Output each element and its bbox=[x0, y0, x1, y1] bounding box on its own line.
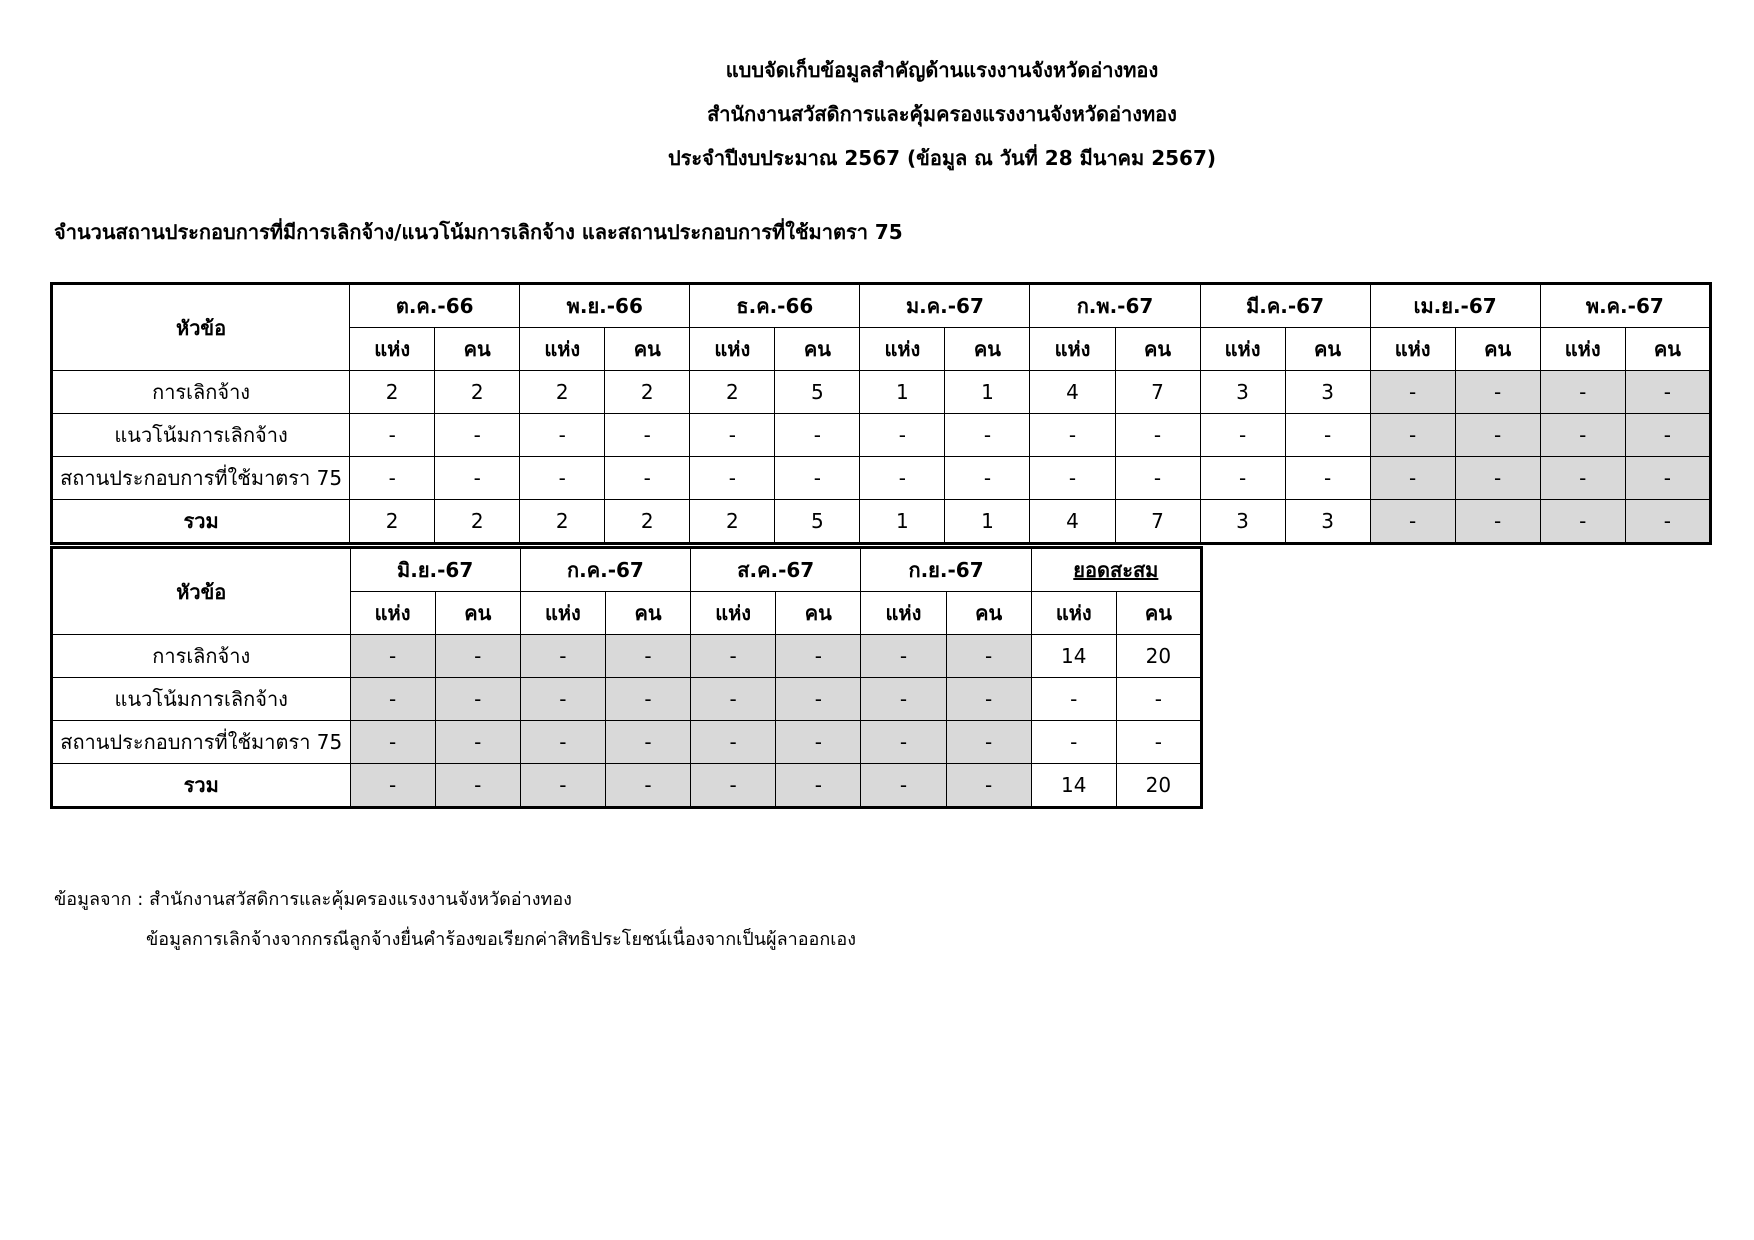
title-line-2: สำนักงานสวัสดิการและคุ้มครองแรงงานจังหวัดอ่างทอง bbox=[707, 102, 1177, 126]
header-unit-persons: คน bbox=[776, 592, 861, 635]
value-cell: - bbox=[1030, 414, 1115, 457]
value-cell: 1 bbox=[945, 371, 1030, 414]
header-month bbox=[520, 284, 690, 328]
header-unit-persons: คน bbox=[435, 328, 520, 371]
header-month bbox=[520, 548, 690, 592]
header-unit-places: แห่ง bbox=[1370, 328, 1455, 371]
value-cell: - bbox=[776, 721, 861, 764]
header-month-label: ยอดสะสม bbox=[1073, 558, 1159, 582]
header-row-months bbox=[52, 548, 1202, 592]
header-month bbox=[691, 548, 861, 592]
value-cell: - bbox=[1030, 457, 1115, 500]
header-unit-persons: คน bbox=[946, 592, 1031, 635]
value-cell: 7 bbox=[1115, 371, 1200, 414]
value-cell: 2 bbox=[350, 371, 435, 414]
value-cell: - bbox=[691, 635, 776, 678]
value-cell: - bbox=[1625, 457, 1710, 500]
header-month-label: พ.ย.-66 bbox=[566, 294, 643, 318]
value-cell: - bbox=[1031, 678, 1116, 721]
value-cell: - bbox=[690, 414, 775, 457]
value-cell: - bbox=[1370, 414, 1455, 457]
value-cell: - bbox=[1116, 721, 1201, 764]
value-cell: - bbox=[1116, 678, 1201, 721]
value-cell: - bbox=[860, 414, 945, 457]
document-titles bbox=[0, 48, 1754, 180]
value-cell: - bbox=[775, 414, 860, 457]
header-unit-places: แห่ง bbox=[350, 592, 435, 635]
table-row bbox=[52, 721, 1202, 764]
value-cell: - bbox=[435, 457, 520, 500]
value-cell: 2 bbox=[690, 500, 775, 544]
header-month-label: ต.ค.-66 bbox=[395, 294, 474, 318]
value-cell: - bbox=[1540, 500, 1625, 544]
value-cell: - bbox=[435, 414, 520, 457]
value-cell: - bbox=[1455, 500, 1540, 544]
row-label: แนวโน้มการเลิกจ้าง bbox=[52, 414, 350, 457]
header-unit-persons: คน bbox=[1285, 328, 1370, 371]
header-unit-persons: คน bbox=[1455, 328, 1540, 371]
header-month bbox=[1370, 284, 1540, 328]
header-month-label: พ.ค.-67 bbox=[1585, 294, 1664, 318]
header-unit-places: แห่ง bbox=[1030, 328, 1115, 371]
value-cell: - bbox=[946, 764, 1031, 808]
value-cell: 3 bbox=[1200, 500, 1285, 544]
table-row bbox=[52, 635, 1202, 678]
value-cell: - bbox=[350, 414, 435, 457]
value-cell: - bbox=[520, 457, 605, 500]
table-row bbox=[52, 371, 1711, 414]
header-month bbox=[1540, 284, 1710, 328]
source-note: ข้อมูลจาก : สำนักงานสวัสดิการและคุ้มครองแรงงานจังหวัดอ่างทอง bbox=[54, 889, 572, 910]
value-cell: 2 bbox=[605, 500, 690, 544]
value-cell: - bbox=[605, 678, 690, 721]
value-cell: - bbox=[1370, 457, 1455, 500]
table-row bbox=[52, 678, 1202, 721]
value-cell: - bbox=[350, 635, 435, 678]
header-topic: หัวข้อ bbox=[52, 284, 350, 371]
value-cell: 2 bbox=[350, 500, 435, 544]
header-month-label: ส.ค.-67 bbox=[737, 558, 815, 582]
value-cell: - bbox=[691, 764, 776, 808]
value-cell: 1 bbox=[860, 371, 945, 414]
row-label: การเลิกจ้าง bbox=[52, 635, 351, 678]
header-unit-persons: คน bbox=[605, 328, 690, 371]
value-cell: 3 bbox=[1285, 371, 1370, 414]
value-cell: - bbox=[691, 678, 776, 721]
value-cell: - bbox=[1370, 371, 1455, 414]
header-month-label: มี.ค.-67 bbox=[1246, 294, 1325, 318]
value-cell: 7 bbox=[1115, 500, 1200, 544]
table-row bbox=[52, 414, 1711, 457]
header-unit-places: แห่ง bbox=[690, 328, 775, 371]
header-unit-places: แห่ง bbox=[861, 592, 946, 635]
header-month bbox=[350, 548, 520, 592]
header-month-label: ก.ค.-67 bbox=[567, 558, 644, 582]
value-cell: - bbox=[945, 414, 1030, 457]
header-unit-persons: คน bbox=[775, 328, 860, 371]
row-label: รวม bbox=[52, 764, 351, 808]
value-cell: - bbox=[861, 635, 946, 678]
value-cell: - bbox=[1200, 414, 1285, 457]
value-cell: 5 bbox=[775, 371, 860, 414]
value-cell: - bbox=[1455, 414, 1540, 457]
value-cell: - bbox=[860, 457, 945, 500]
value-cell: - bbox=[350, 457, 435, 500]
value-cell: - bbox=[520, 635, 605, 678]
value-cell: 3 bbox=[1285, 500, 1370, 544]
value-cell: 20 bbox=[1116, 635, 1201, 678]
value-cell: - bbox=[1285, 414, 1370, 457]
header-unit-places: แห่ง bbox=[691, 592, 776, 635]
value-cell: - bbox=[1031, 721, 1116, 764]
value-cell: - bbox=[1455, 457, 1540, 500]
value-cell: - bbox=[776, 678, 861, 721]
header-month-label: ม.ค.-67 bbox=[905, 294, 984, 318]
value-cell: - bbox=[861, 764, 946, 808]
table-row bbox=[52, 457, 1711, 500]
value-cell: - bbox=[520, 414, 605, 457]
header-unit-places: แห่ง bbox=[520, 592, 605, 635]
header-unit-places: แห่ง bbox=[1200, 328, 1285, 371]
header-unit-places: แห่ง bbox=[860, 328, 945, 371]
header-unit-persons: คน bbox=[1625, 328, 1710, 371]
value-cell: 14 bbox=[1031, 764, 1116, 808]
value-cell: 2 bbox=[690, 371, 775, 414]
header-topic: หัวข้อ bbox=[52, 548, 351, 635]
value-cell: - bbox=[520, 764, 605, 808]
header-month bbox=[1030, 284, 1200, 328]
row-label: สถานประกอบการที่ใช้มาตรา 75 bbox=[52, 721, 351, 764]
value-cell: - bbox=[691, 721, 776, 764]
header-month bbox=[1200, 284, 1370, 328]
value-cell: 1 bbox=[945, 500, 1030, 544]
value-cell: - bbox=[1540, 371, 1625, 414]
value-cell: 14 bbox=[1031, 635, 1116, 678]
value-cell: 2 bbox=[435, 371, 520, 414]
value-cell: 5 bbox=[775, 500, 860, 544]
value-cell: 2 bbox=[435, 500, 520, 544]
value-cell: - bbox=[1285, 457, 1370, 500]
value-cell: - bbox=[776, 635, 861, 678]
header-month bbox=[1031, 548, 1201, 592]
value-cell: - bbox=[1625, 500, 1710, 544]
value-cell: - bbox=[605, 721, 690, 764]
header-month bbox=[350, 284, 520, 328]
header-unit-persons: คน bbox=[945, 328, 1030, 371]
header-month-label: ธ.ค.-66 bbox=[736, 294, 814, 318]
value-cell: - bbox=[1540, 457, 1625, 500]
row-label: การเลิกจ้าง bbox=[52, 371, 350, 414]
value-cell: 3 bbox=[1200, 371, 1285, 414]
value-cell: - bbox=[605, 457, 690, 500]
value-cell: 2 bbox=[520, 371, 605, 414]
value-cell: - bbox=[690, 457, 775, 500]
value-cell: - bbox=[350, 678, 435, 721]
value-cell: - bbox=[861, 678, 946, 721]
value-cell: - bbox=[1200, 457, 1285, 500]
value-cell: - bbox=[1370, 500, 1455, 544]
value-cell: - bbox=[435, 721, 520, 764]
value-cell: - bbox=[1455, 371, 1540, 414]
value-cell: - bbox=[775, 457, 860, 500]
header-unit-persons: คน bbox=[1116, 592, 1201, 635]
title-line-1: แบบจัดเก็บข้อมูลสำคัญด้านแรงงานจังหวัดอ่างทอง bbox=[725, 58, 1159, 82]
header-unit-persons: คน bbox=[1115, 328, 1200, 371]
value-cell: 2 bbox=[520, 500, 605, 544]
value-cell: - bbox=[945, 457, 1030, 500]
value-cell: 20 bbox=[1116, 764, 1201, 808]
header-unit-places: แห่ง bbox=[1540, 328, 1625, 371]
monthly-table-1 bbox=[50, 282, 1712, 545]
header-month bbox=[690, 284, 860, 328]
value-cell: - bbox=[605, 414, 690, 457]
value-cell: - bbox=[1115, 457, 1200, 500]
header-unit-persons: คน bbox=[435, 592, 520, 635]
row-label: แนวโน้มการเลิกจ้าง bbox=[52, 678, 351, 721]
total-row bbox=[52, 764, 1202, 808]
value-cell: - bbox=[861, 721, 946, 764]
value-cell: - bbox=[1540, 414, 1625, 457]
header-unit-places: แห่ง bbox=[350, 328, 435, 371]
header-unit-places: แห่ง bbox=[520, 328, 605, 371]
row-label: สถานประกอบการที่ใช้มาตรา 75 bbox=[52, 457, 350, 500]
title-line-3: ประจำปีงบประมาณ 2567 (ข้อมูล ณ วันที่ 28 มีนาคม 2567) bbox=[667, 146, 1217, 170]
header-month-label: ก.พ.-67 bbox=[1076, 294, 1154, 318]
value-cell: 2 bbox=[605, 371, 690, 414]
value-cell: - bbox=[350, 764, 435, 808]
table-subtitle: จำนวนสถานประกอบการที่มีการเลิกจ้าง/แนวโน้มการเลิกจ้าง และสถานประกอบการที่ใช้มาตรา 75 bbox=[54, 220, 903, 244]
header-month-label: ก.ย.-67 bbox=[908, 558, 984, 582]
value-cell: - bbox=[946, 678, 1031, 721]
header-month bbox=[861, 548, 1031, 592]
remark-note: ข้อมูลการเลิกจ้างจากกรณีลูกจ้างยื่นคำร้องขอเรียกค่าสิทธิประโยชน์เนื่องจากเป็นผู้ลาออกเอง bbox=[146, 929, 856, 950]
value-cell: 4 bbox=[1030, 500, 1115, 544]
value-cell: - bbox=[435, 678, 520, 721]
value-cell: - bbox=[435, 635, 520, 678]
value-cell: - bbox=[520, 678, 605, 721]
value-cell: - bbox=[1115, 414, 1200, 457]
value-cell: - bbox=[776, 764, 861, 808]
value-cell: - bbox=[1625, 371, 1710, 414]
value-cell: - bbox=[435, 764, 520, 808]
value-cell: - bbox=[605, 764, 690, 808]
header-unit-persons: คน bbox=[605, 592, 690, 635]
total-row bbox=[52, 500, 1711, 544]
header-month-label: มิ.ย.-67 bbox=[397, 558, 474, 582]
value-cell: 4 bbox=[1030, 371, 1115, 414]
value-cell: - bbox=[520, 721, 605, 764]
header-unit-places: แห่ง bbox=[1031, 592, 1116, 635]
value-cell: - bbox=[1625, 414, 1710, 457]
value-cell: - bbox=[946, 635, 1031, 678]
value-cell: - bbox=[946, 721, 1031, 764]
value-cell: 1 bbox=[860, 500, 945, 544]
row-label: รวม bbox=[52, 500, 350, 544]
header-month-label: เม.ย.-67 bbox=[1413, 294, 1497, 318]
header-row-months bbox=[52, 284, 1711, 328]
value-cell: - bbox=[350, 721, 435, 764]
monthly-table-2 bbox=[50, 546, 1203, 809]
value-cell: - bbox=[605, 635, 690, 678]
header-month bbox=[860, 284, 1030, 328]
